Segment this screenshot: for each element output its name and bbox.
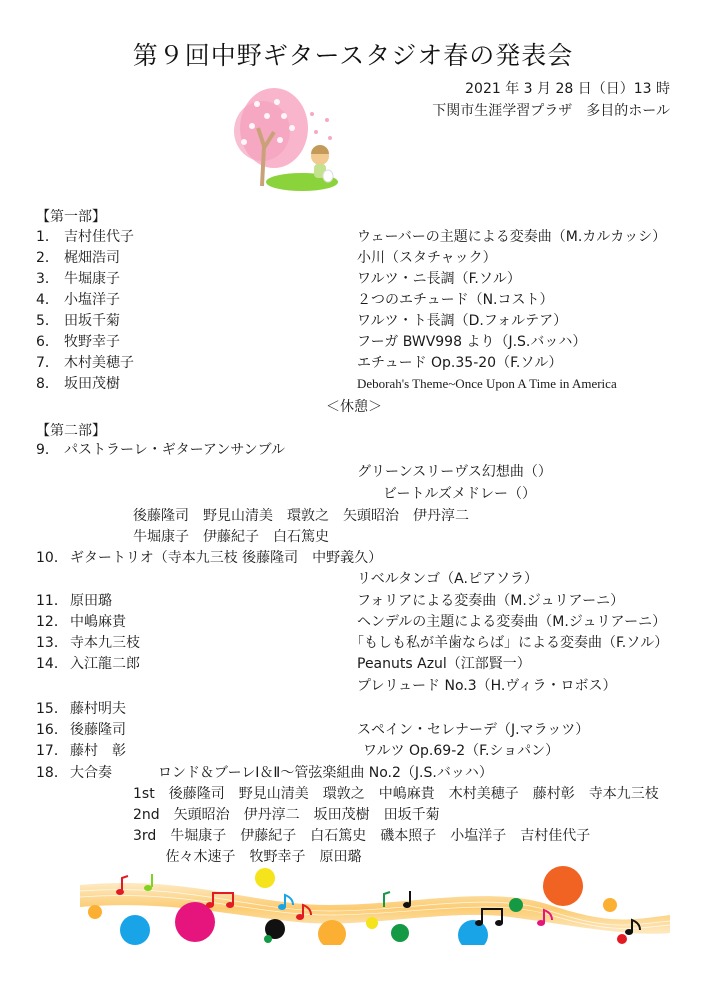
performer-name: 吉村佳代子: [64, 229, 134, 245]
performer-name: 寺本九三枝: [70, 635, 140, 651]
piece-title: グリーンスリーヴス幻想曲（）: [357, 464, 552, 480]
performer-name: 藤村 彰: [70, 743, 126, 759]
piece-title: ワルツ Op.69-2（F.ショパン）: [363, 743, 560, 759]
piece-title: ヘンデルの主題による変奏曲（M.ジュリアーニ）: [357, 614, 667, 630]
item-number: 8．: [36, 376, 59, 392]
performer-name: 牛堀康子: [64, 271, 120, 287]
item-number: 16．: [36, 722, 68, 738]
section-label-part2: 【第二部】: [36, 423, 106, 439]
piece-title: ワルツ・ニ長調（F.ソル）: [357, 271, 521, 287]
item-number: 17．: [36, 743, 68, 759]
item-number: 15．: [36, 701, 68, 717]
performer-name: 大合奏: [70, 765, 112, 781]
ensemble-part-3rd: 3rd 牛堀康子 伊藤紀子 白石篤史 磯本照子 小塩洋子 吉村佳代子: [133, 828, 591, 844]
performer-name: 原田璐: [70, 593, 112, 609]
item-number: 11．: [36, 593, 68, 609]
piece-title: Deborah's Theme~Once Upon A Time in America: [357, 376, 617, 391]
performer-name: 中嶋麻貴: [70, 614, 126, 630]
performer-name: 牧野幸子: [64, 334, 120, 350]
section-label-part1: 【第一部】: [36, 209, 106, 225]
piece-title: フーガ BWV998 より（J.S.バッハ）: [357, 334, 587, 350]
performer-name: 梶畑浩司: [64, 250, 120, 266]
item-number: 14．: [36, 656, 68, 672]
performer-name: 坂田茂樹: [64, 376, 120, 392]
piece-title: リベルタンゴ（A.ピアソラ）: [357, 571, 538, 587]
performer-name: 木村美穂子: [64, 355, 134, 371]
item-number: 2．: [36, 250, 59, 266]
performer-name: ギタートリオ（寺本九三枝 後藤隆司 中野義久）: [70, 550, 383, 566]
performer-name: 入江龍二郎: [70, 656, 140, 672]
intermission-label: ＜休憩＞: [326, 399, 382, 415]
piece-title: ロンド＆ブーレⅠ＆Ⅱ～管弦楽組曲 No.2（J.S.バッハ）: [158, 765, 493, 781]
item-number: 13．: [36, 635, 68, 651]
music-notes-decoration-icon: [70, 865, 670, 945]
piece-title: プレリュード No.3（H.ヴィラ・ロボス）: [357, 678, 617, 694]
performer-name: 田坂千菊: [64, 313, 120, 329]
ensemble-members: 牛堀康子 伊藤紀子 白石篤史: [133, 529, 329, 545]
performer-name: パストラーレ・ギターアンサンブル: [64, 442, 286, 458]
piece-title: 小川（スタチャック）: [357, 250, 497, 266]
item-number: 4．: [36, 292, 59, 308]
item-number: 7．: [36, 355, 59, 371]
item-number: 1．: [36, 229, 59, 245]
event-datetime: 2021 年 3 月 28 日（日）13 時: [465, 81, 670, 97]
item-number: 18．: [36, 765, 68, 781]
performer-name: 藤村明夫: [70, 701, 126, 717]
item-number: 10．: [36, 550, 68, 566]
piece-title: ビートルズメドレー（）: [383, 486, 537, 502]
piece-title: ワルツ・ト長調（D.フォルテア）: [357, 313, 568, 329]
piece-title: Peanuts Azul（江部賢一）: [357, 656, 531, 672]
piece-title: フォリアによる変奏曲（M.ジュリアーニ）: [357, 593, 625, 609]
piece-title: スペイン・セレナーデ（J.マラッツ）: [357, 722, 590, 738]
ensemble-members: 後藤隆司 野見山清美 環敦之 矢頭昭治 伊丹淳二: [133, 508, 469, 524]
item-number: 12．: [36, 614, 68, 630]
ensemble-part-2nd: 2nd 矢頭昭治 伊丹淳二 坂田茂樹 田坂千菊: [133, 807, 440, 823]
item-number: 5．: [36, 313, 59, 329]
performer-name: 小塩洋子: [64, 292, 120, 308]
piece-title: エチュード Op.35-20（F.ソル）: [357, 355, 563, 371]
item-number: 3．: [36, 271, 59, 287]
item-number: 6．: [36, 334, 59, 350]
piece-title: ウェーバーの主題による変奏曲（M.カルカッシ）: [357, 229, 667, 245]
item-number: 9．: [36, 442, 59, 458]
piece-title: 「もしも私が羊歯ならば」による変奏曲（F.ソル）: [350, 635, 669, 651]
cherry-blossom-illustration-icon: [222, 76, 342, 198]
event-venue: 下関市生涯学習プラザ 多目的ホール: [432, 103, 670, 119]
piece-title: ２つのエチュード（N.コスト）: [357, 292, 554, 308]
ensemble-part-3rd-continued: 佐々木速子 牧野幸子 原田璐: [133, 849, 362, 865]
page-title: 第９回中野ギタースタジオ春の発表会: [132, 41, 574, 70]
ensemble-part-1st: 1st 後藤隆司 野見山清美 環敦之 中嶋麻貴 木村美穂子 藤村彰 寺本九三枝: [133, 786, 659, 802]
performer-name: 後藤隆司: [70, 722, 126, 738]
